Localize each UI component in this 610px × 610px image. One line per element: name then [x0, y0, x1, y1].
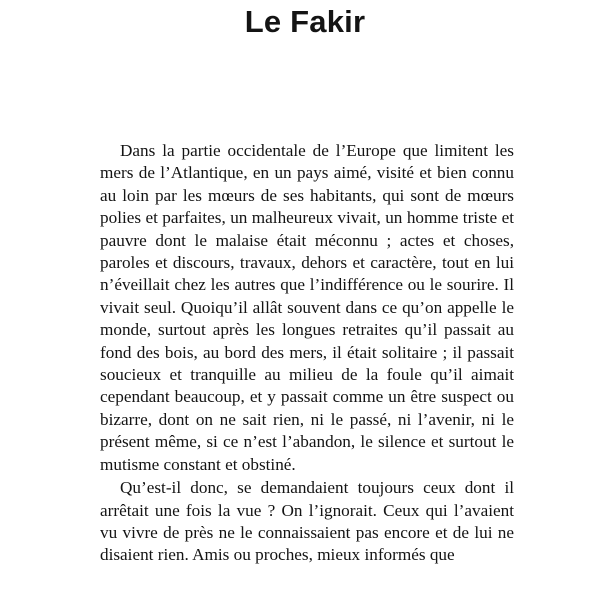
- chapter-title: Le Fakir: [244, 4, 366, 39]
- paragraph-2: Qu’est-il donc, se demandaient toujours ceux dont il arrêtait une fois la vue ? On l’ignorait. Ceux qui l’avaient vu vivre de près ne le connaissaient pas encore et de lui ne disaient rien. Amis ou proches, mieux informés que: [100, 478, 514, 565]
- paragraph-1: Dans la partie occidentale de l’Europe que limitent les mers de l’Atlantique, en un pays aimé, visité et bien connu au loin par les mœurs de ses habitants, qui sont de mœurs polies et parfaites, un malheureux vivait, un homme triste et pauvre dont le malaise était méconnu ; actes et choses, paroles et discours, travaux, dehors et caractère, tout en lui n’éveillait chez les autres que l’indifférence ou le sourire. Il vivait seul. Quoiqu’il allât souvent dans ce qu’on appelle le monde, surtout après les longues retraites qu’il passait au fond des bois, au bord des mers, il était solitaire ; il passait soucieux et tranquille au milieu de la foule qu’il aimait cependant beaucoup, et y passait comme un être suspect ou bizarre, dont on ne sait rien, ni le passé, ni l’avenir, ni le présent même, si ce n’est l’abandon, le silence et surtout le mutisme constant et obstiné.: [100, 141, 514, 474]
- body-text: [100, 140, 514, 567]
